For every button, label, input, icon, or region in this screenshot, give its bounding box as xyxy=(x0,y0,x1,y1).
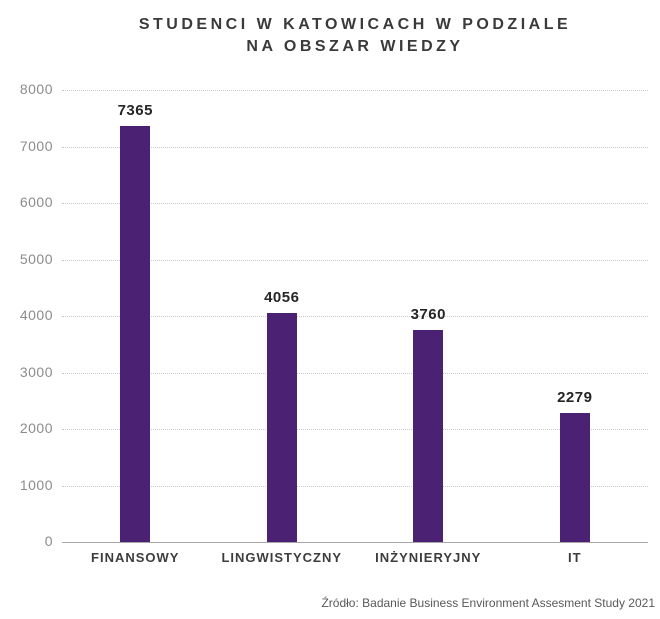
gridline-8000 xyxy=(62,90,648,91)
category-label: LINGWISTYCZNY xyxy=(221,550,343,565)
bar-it xyxy=(560,413,590,542)
y-tick-label-4000: 4000 xyxy=(19,307,53,323)
category-label: IT xyxy=(567,550,582,565)
y-tick-label-5000: 5000 xyxy=(19,250,53,267)
bar-value-label: 3760 xyxy=(410,305,446,323)
chart-title-line-2: NA OBSZAR WIEDZY xyxy=(246,38,464,55)
category-label: INŻYNIERYJNY xyxy=(375,550,482,565)
y-tick-label-2000: 2000 xyxy=(19,420,53,436)
chart-title-line-1: STUDENCI W KATOWICACH W PODZIALE xyxy=(138,16,572,33)
y-tick-label-3000: 3000 xyxy=(19,363,53,380)
bar-inżynieryjny xyxy=(413,330,443,542)
bar-value-label: 7365 xyxy=(117,101,153,119)
y-tick-label-7000: 7000 xyxy=(19,137,53,154)
bar-finansowy xyxy=(120,126,150,542)
y-tick-label-6000: 6000 xyxy=(19,194,53,210)
bar-value-label: 4056 xyxy=(264,288,300,306)
y-tick-label-8000: 8000 xyxy=(19,81,53,97)
source-note: Źródło: Badanie Business Environment Assesment Study 2021 xyxy=(321,596,655,610)
y-tick-label-0: 0 xyxy=(44,533,53,549)
category-label: FINANSOWY xyxy=(91,550,180,565)
y-tick-label-1000: 1000 xyxy=(19,476,53,493)
bar-value-label: 2279 xyxy=(557,389,593,407)
bar-lingwistyczny xyxy=(267,313,297,542)
x-axis-line xyxy=(62,542,648,543)
